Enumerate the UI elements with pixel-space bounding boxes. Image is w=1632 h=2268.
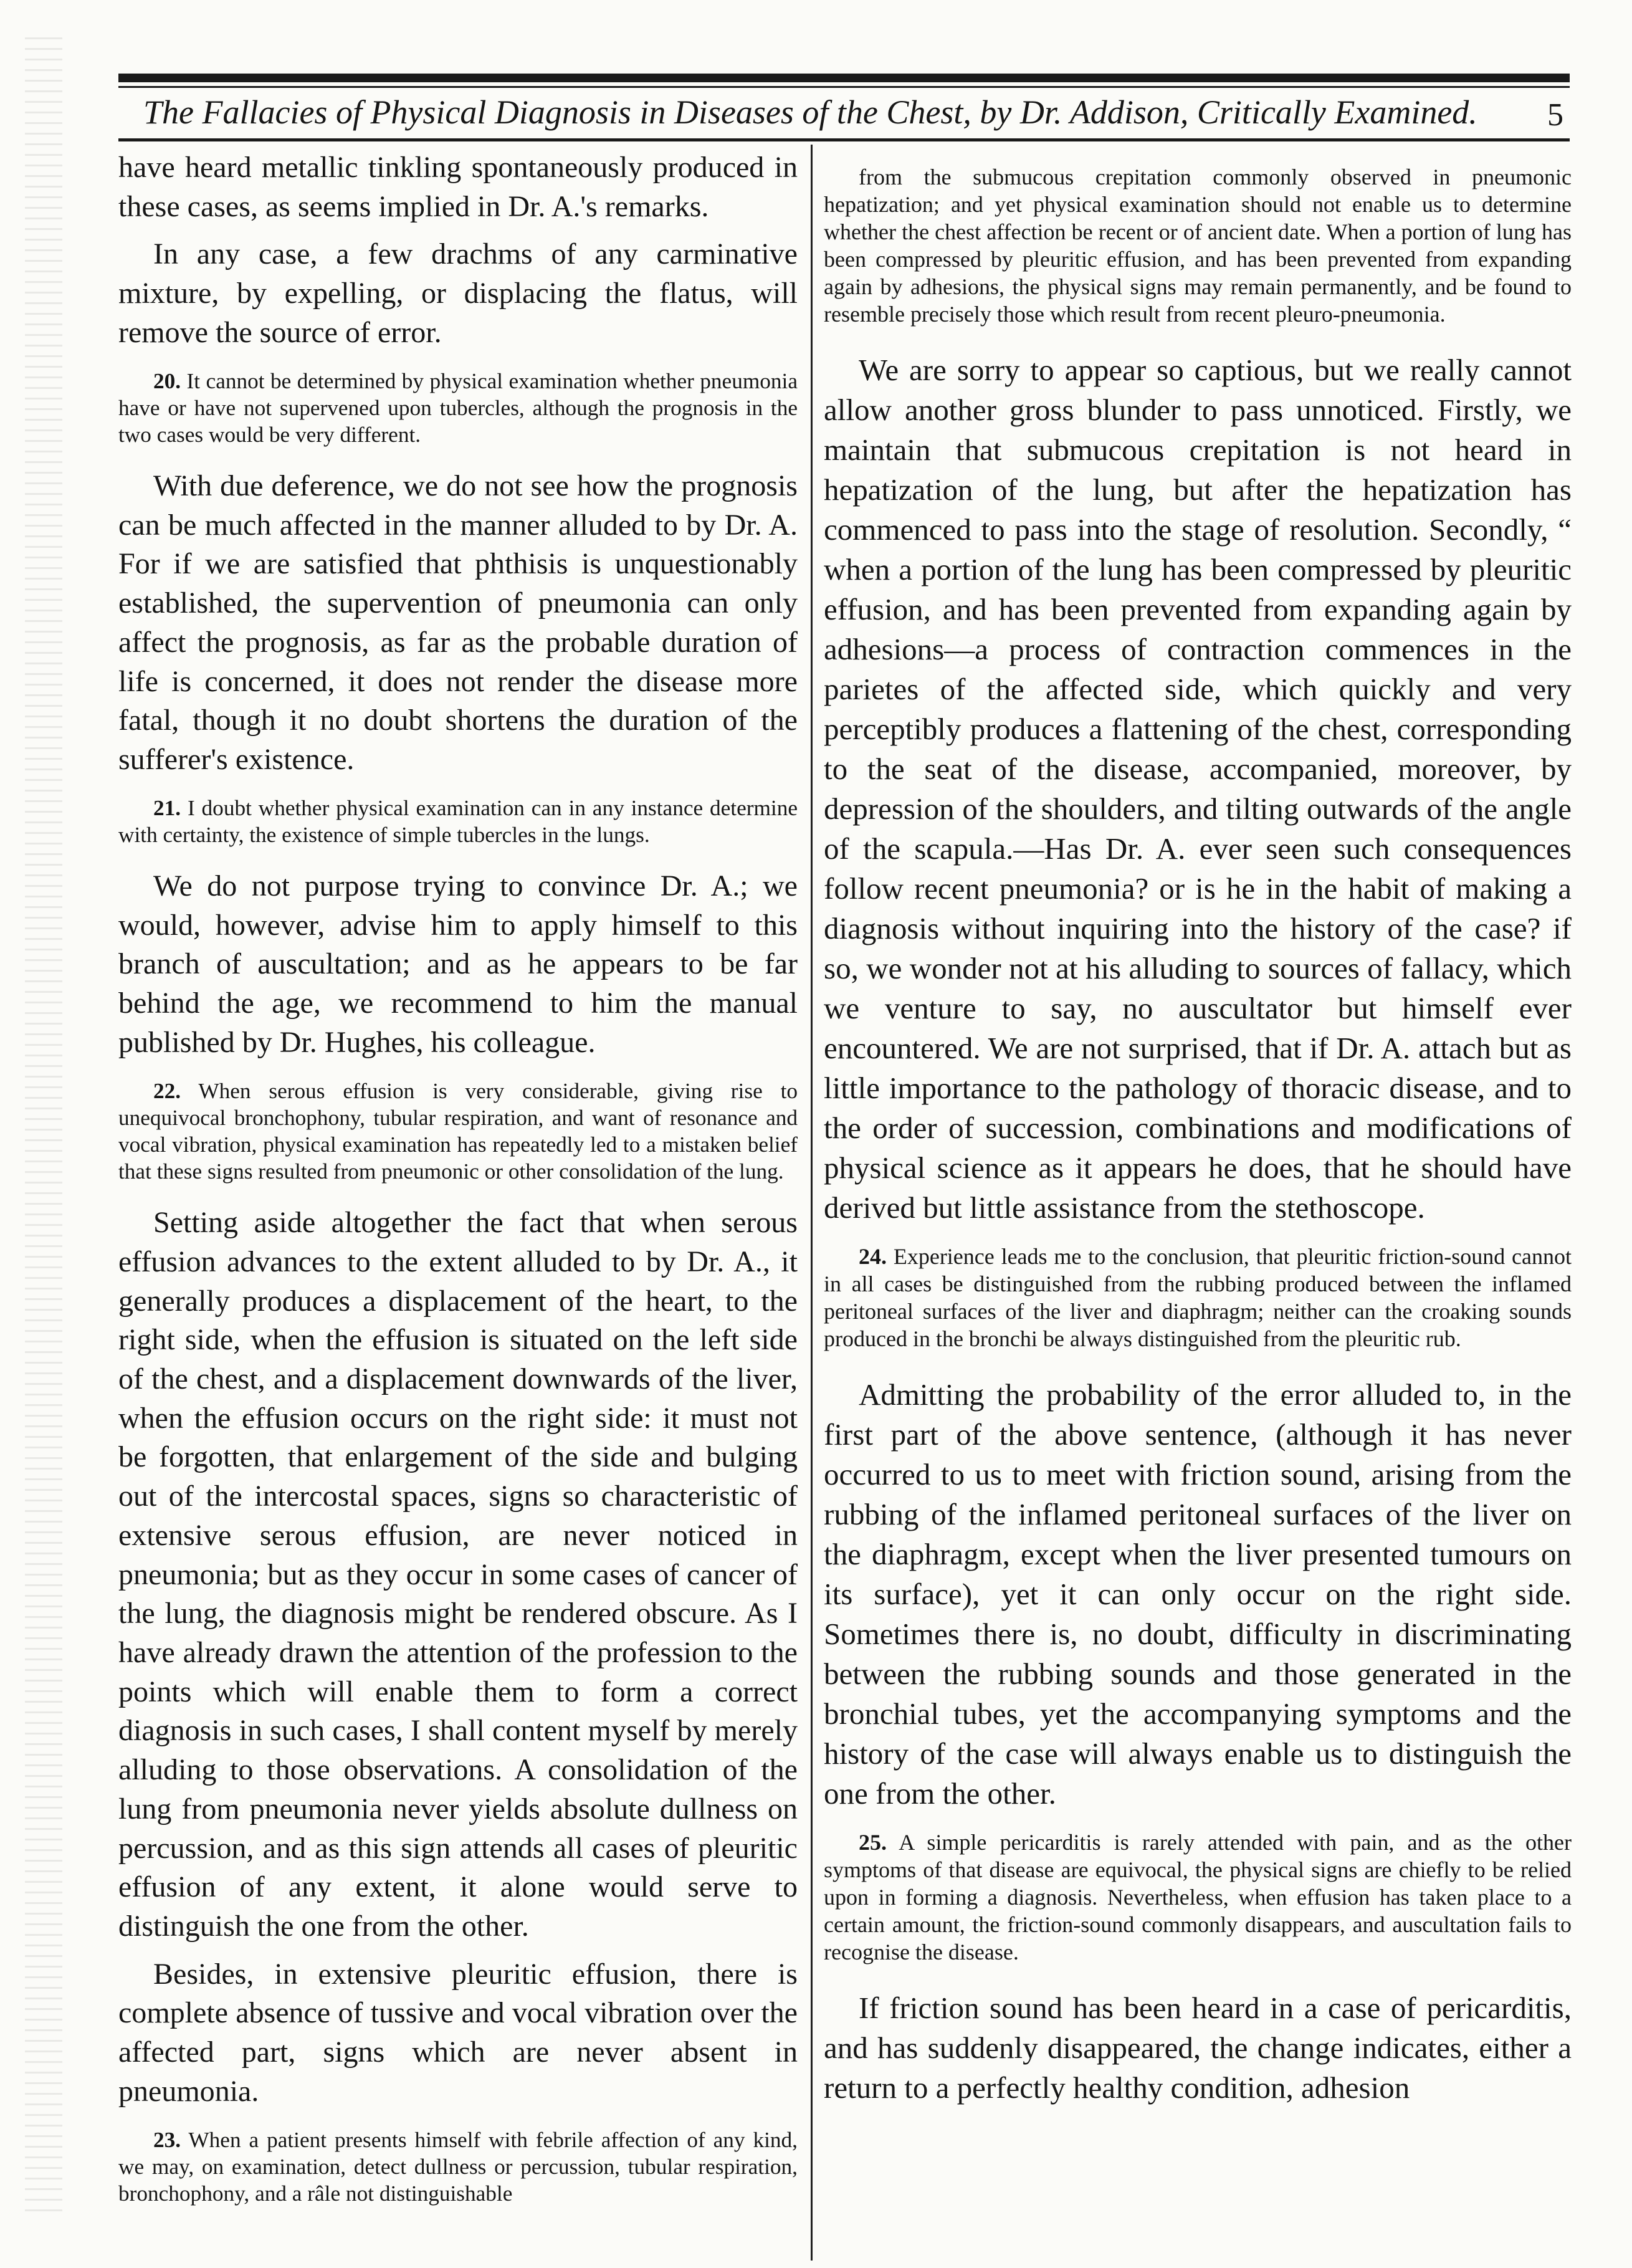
paragraph-text: If friction sound has been heard in a case of pericarditis, and has suddenly disappeared, the change indicates, either a return to a perfectly healthy condition, adhesion	[824, 1991, 1572, 2105]
proposition-quote	[118, 368, 798, 448]
running-title: The Fallacies of Physical Diagnosis in Diseases of the Chest, by Dr. Addison, Critically Examined.	[143, 93, 1477, 131]
body-paragraph	[118, 467, 798, 780]
right-column	[824, 148, 1572, 2117]
header-rule	[118, 138, 1570, 141]
body-paragraph	[824, 1988, 1572, 2108]
proposition-number: 24.	[859, 1244, 887, 1269]
proposition-number: 21.	[153, 795, 181, 820]
proposition-number: 22.	[153, 1078, 181, 1103]
paragraph-text: have heard metallic tinkling spontaneously produced in these cases, as seems implied in Dr. A.'s remarks.	[118, 151, 798, 223]
paragraph-text: I doubt whether physical examination can in any instance determine with certainty, the existence of simple tubercles in the lungs.	[118, 795, 798, 847]
left-column	[118, 148, 798, 2226]
page-number: 5	[1547, 97, 1563, 133]
proposition-quote	[118, 2127, 798, 2207]
paragraph-text: Besides, in extensive pleuritic effusion, there is complete absence of tussive and vocal vibration over the affected part, signs which are never absent in pneumonia.	[118, 1957, 798, 2108]
proposition-quote	[824, 1829, 1572, 1966]
proposition-number: 25.	[859, 1830, 887, 1855]
proposition-number: 20.	[153, 368, 181, 393]
binding-margin-shadow	[25, 37, 62, 2219]
body-paragraph	[118, 1203, 798, 1946]
body-paragraph	[118, 235, 798, 352]
proposition-quote	[824, 163, 1572, 328]
body-paragraph	[118, 1955, 798, 2112]
paragraph-text: We do not purpose trying to convince Dr. A.; we would, however, advise him to apply himself to this branch of auscultation; and as he appears to be far behind the age, we recommend to him the manual published by Dr. Hughes, his colleague.	[118, 869, 798, 1059]
column-divider	[811, 145, 813, 2261]
proposition-quote	[118, 1078, 798, 1185]
paragraph-text: A simple pericarditis is rarely attended with pain, and as the other symptoms of that disease are equivocal, the physical signs are chiefly to be relied upon in forming a diagnosis. Nevertheless, when effusion has taken place to a certain amount, the friction-sound commonly disappears, and auscultation fails to recognise the disease.	[824, 1830, 1572, 1964]
body-paragraph	[118, 867, 798, 1063]
proposition-number: 23.	[153, 2127, 181, 2152]
paragraph-text: Experience leads me to the conclusion, that pleuritic friction-sound cannot in all cases be distinguished from the rubbing produced between the inflamed peritoneal surfaces of the liver and diaphragm; neither can the croaking sounds produced in the bronchi be always distinguished from the pleuritic rub.	[824, 1244, 1572, 1351]
paragraph-text: With due deference, we do not see how the prognosis can be much affected in the manner alluded to by Dr. A. For if we are satisfied that phthisis is unquestionably established, the supervention of pneumonia can only affect the prognosis, as far as the probable duration of life is concerned, it does not render the disease more fatal, though it no doubt shortens the duration of the sufferer's existence.	[118, 469, 798, 776]
paragraph-text: When serous effusion is very considerable, giving rise to unequivocal bronchophony, tubular respiration, and want of resonance and vocal vibration, physical examination has repeatedly led to a mistaken belief that these signs resulted from pneumonic or other consolidation of the lung.	[118, 1078, 798, 1184]
paragraph-text: We are sorry to appear so captious, but we really cannot allow another gross blunder to pass unnoticed. Firstly, we maintain that submucous crepitation is not heard in hepatization of the lung, but after the hepatization has commenced to pass into the stage of resolution. Secondly, “ when a portion of the lung has been compressed by pleuritic effusion, and has been prevented from expanding again by adhesions—a process of contraction commences in the parietes of the affected side, which quickly and very perceptibly produces a flattening of the chest, corresponding to the seat of the disease, accompanied, moreover, by depression of the shoulders, and tilting outwards of the angle of the scapula.—Has Dr. A. ever seen such consequences follow recent pneumonia? or is he in the habit of making a diagnosis without inquiring into the history of the case? if so, we wonder not at his alluding to sources of fallacy, which we venture to say, no auscultator but himself ever encountered. We are not surprised, that if Dr. A. attach but as little importance to the pathology of thoracic disease, and to the order of succession, combinations and modifications of physical science as it appears he does, that he should have derived but little assistance from the stethoscope.	[824, 353, 1572, 1225]
paragraph-text: Admitting the probability of the error alluded to, in the first part of the above sentence, (although it has never occurred to us to meet with friction sound, arising from the rubbing of the inflamed peritoneal surfaces of the liver on the diaphragm, except when the liver presented tumours on its surface), yet it can only occur on the right side. Sometimes there is, no doubt, difficulty in discriminating between the rubbing sounds and those generated in the bronchial tubes, yet the accompanying symptoms and the history of the case will always enable us to distinguish the one from the other.	[824, 1377, 1572, 1811]
body-paragraph	[824, 1375, 1572, 1814]
top-thick-rule	[118, 74, 1570, 82]
proposition-quote	[118, 795, 798, 848]
paragraph-text: It cannot be determined by physical examination whether pneumonia have or have not supervened upon tubercles, although the prognosis in the two cases would be very different.	[118, 368, 798, 447]
paragraph-text: When a patient presents himself with febrile affection of any kind, we may, on examination, detect dullness or percussion, tubular respiration, bronchophony, and a râle not distinguishable	[118, 2127, 798, 2206]
paragraph-text: In any case, a few drachms of any carminative mixture, by expelling, or displacing the flatus, will remove the source of error.	[118, 237, 798, 349]
paragraph-text: Setting aside altogether the fact that when serous effusion advances to the extent alluded to by Dr. A., it generally produces a displacement of the heart, to the right side, when the effusion is situated on the left side of the chest, and a displacement downwards of the liver, when the effusion occurs on the right side: it must not be forgotten, that enlargement of the side and bulging out of the intercostal spaces, signs so characteristic of extensive serous effusion, are never noticed in pneumonia; but as they occur in some cases of cancer of the lung, the diagnosis might be rendered obscure. As I have already drawn the attention of the profession to the points which will enable them to form a correct diagnosis in such cases, I shall content myself by merely alluding to those observations. A consolidation of the lung from pneumonia never yields absolute dullness on percussion, and as this sign attends all cases of pleuritic effusion of any extent, it alone would serve to distinguish the one from the other.	[118, 1206, 798, 1943]
body-paragraph	[118, 148, 798, 226]
body-paragraph	[824, 350, 1572, 1228]
proposition-quote	[824, 1243, 1572, 1352]
paragraph-text: from the submucous crepitation commonly observed in pneumonic hepatization; and yet physical examination should not enable us to determine whether the chest affection be recent or of ancient date. When a portion of lung has been compressed by pleuritic effusion, and has been prevented from expanding again by adhesions, the physical signs may remain permanently, and be found to resemble precisely those which result from recent pleuro-pneumonia.	[824, 165, 1572, 327]
